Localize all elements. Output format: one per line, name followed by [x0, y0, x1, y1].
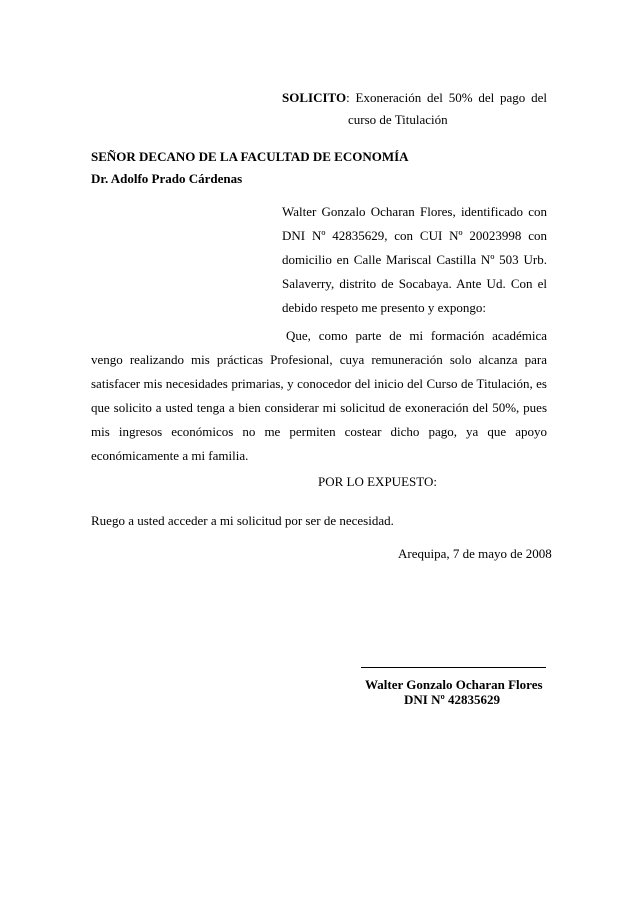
- intro-line: domicilio en Calle Mariscal Castilla Nº 503 Urb.: [282, 252, 547, 267]
- por-lo-expuesto: POR LO EXPUESTO:: [318, 474, 437, 489]
- body-line: que solicito a usted tenga a bien considerar mi solicitud de exoneración del 50%, pues: [91, 400, 547, 415]
- body-first-line: Que, como parte de mi formación académica: [286, 328, 547, 343]
- subject-label: SOLICITO: [282, 90, 347, 105]
- subject-line: [282, 90, 547, 106]
- subject-line-2: curso de Titulación: [348, 112, 448, 127]
- body-line: mis ingresos económicos no me permiten costear dicho pago, ya que apoyo: [91, 424, 547, 439]
- body-line: económicamente a mi familia.: [91, 448, 249, 463]
- intro-line: DNI Nº 42835629, con CUI Nº 20023998 con: [282, 228, 547, 243]
- signature-dni: DNI Nº 42835629: [404, 692, 501, 707]
- addressee-name: Dr. Adolfo Prado Cárdenas: [91, 171, 243, 186]
- body-line: vengo realizando mis prácticas Profesional, cuya remuneración solo alcanza para: [91, 352, 547, 367]
- date-line: Arequipa, 7 de mayo de 2008: [398, 546, 552, 561]
- signature-name: Walter Gonzalo Ocharan Flores: [365, 677, 543, 692]
- subject-text: : Exoneración del 50% del pago del: [346, 90, 547, 105]
- intro-line: Walter Gonzalo Ocharan Flores, identificado con: [282, 204, 547, 219]
- request-sentence: Ruego a usted acceder a mi solicitud por ser de necesidad.: [91, 513, 394, 528]
- intro-line: debido respeto me presento y expongo:: [282, 300, 486, 315]
- addressee-title: SEÑOR DECANO DE LA FACULTAD DE ECONOMÍA: [91, 149, 409, 164]
- body-line: satisfacer mis necesidades primarias, y conocedor del inicio del Curso de Titulación, es: [91, 376, 547, 391]
- signature-line: [361, 667, 546, 668]
- intro-line: Salaverry, distrito de Socabaya. Ante Ud. Con el: [282, 276, 547, 291]
